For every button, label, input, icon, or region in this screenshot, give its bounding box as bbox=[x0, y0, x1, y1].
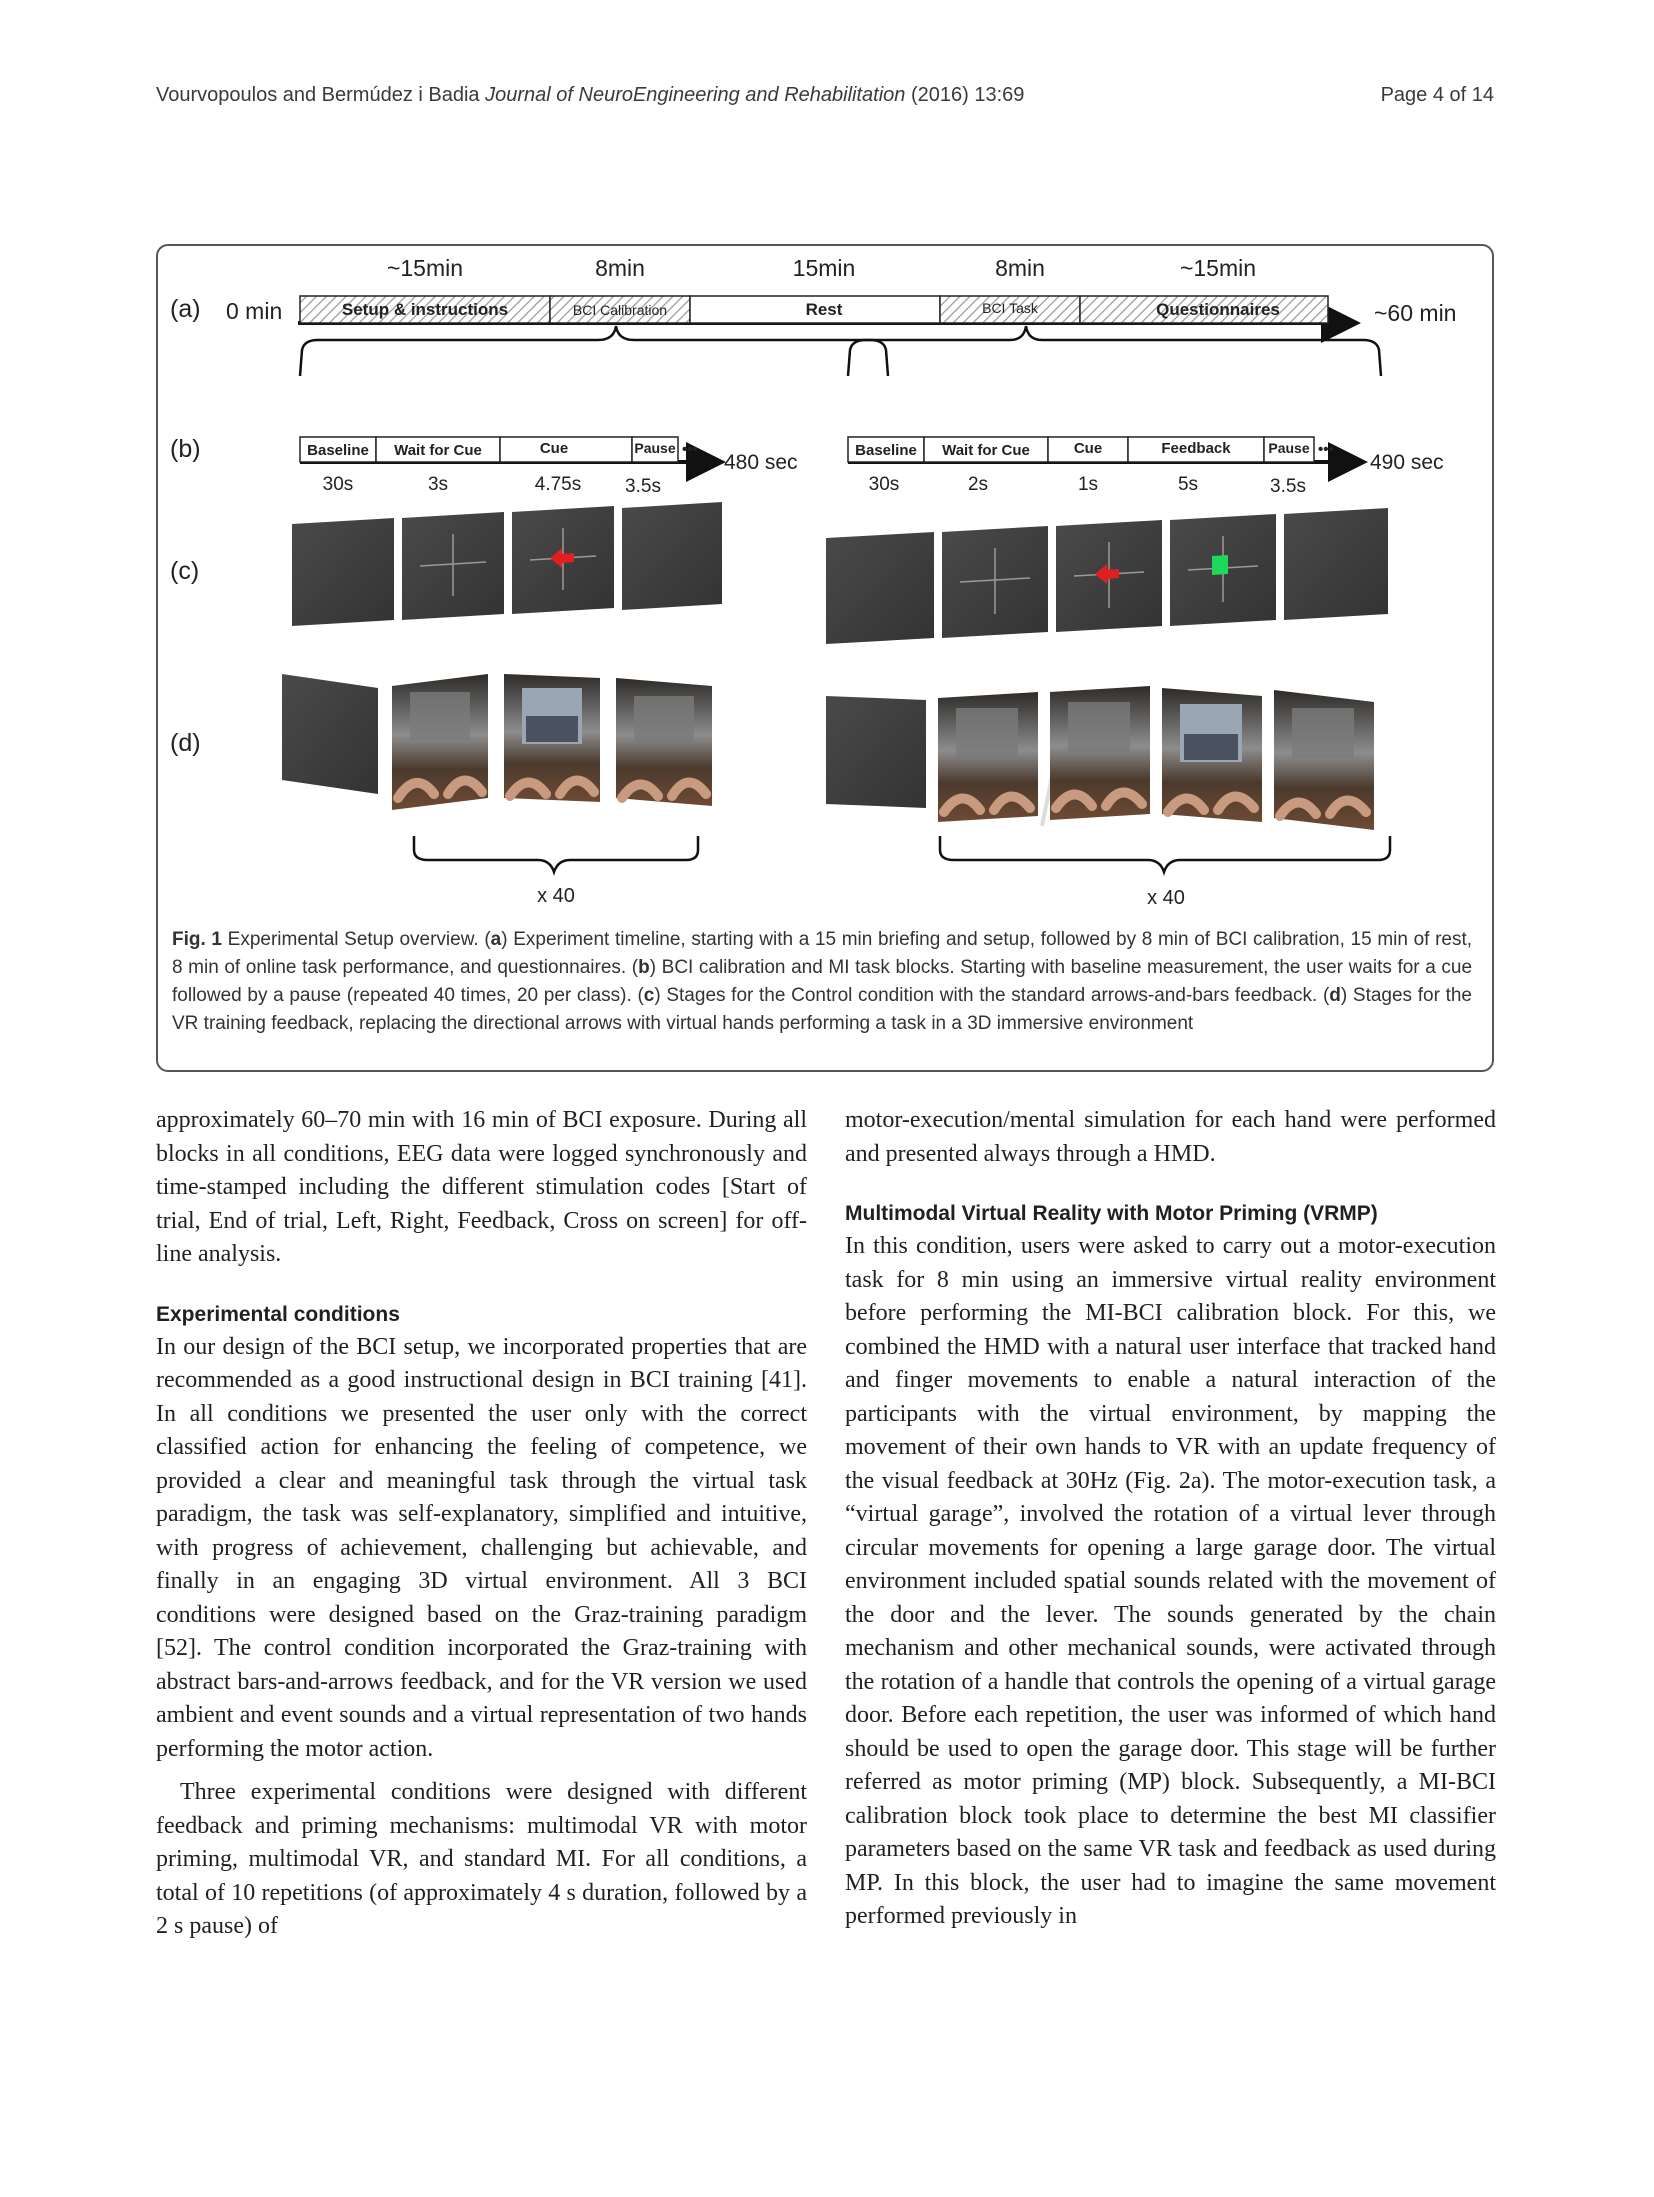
panel-label-a: (a) bbox=[170, 295, 201, 323]
city-view-buildings bbox=[526, 716, 578, 742]
timeline-start-label: 0 min bbox=[226, 298, 283, 324]
caption-letter-a: a bbox=[490, 929, 502, 950]
header-journal: Journal of NeuroEngineering and Rehabilitation bbox=[485, 84, 906, 106]
task-garage-door-icon bbox=[956, 708, 1018, 758]
cal-ellipsis: ••• bbox=[682, 441, 698, 458]
control-screen-baseline bbox=[292, 518, 394, 626]
task-stage-wait-duration: 2s bbox=[967, 474, 989, 495]
garage-door-icon bbox=[410, 692, 470, 740]
task-stage-wait-label: Wait for Cue bbox=[942, 442, 1030, 459]
calibration-block bbox=[300, 437, 798, 497]
task-garage-door-pause-icon bbox=[1292, 708, 1354, 758]
timeline-stage-task-label: BCI Task bbox=[982, 300, 1038, 316]
right-column bbox=[845, 1104, 1496, 1934]
timeline-stage-rest-label: Rest bbox=[805, 300, 843, 319]
left-paragraph-2: In our design of the BCI setup, we incorporated properties that are recommended as a good instructional design in BCI training [41]. In all conditions we presented the user only with the correct classified action for enhancing the feeling of competence, we provided a clear and meaningful task through the virtual task paradigm, the task was self-explanatory, simplified and intuitive, with progress of achievement, challenging but achievable, and finally in an engaging 3D virtual environment. All 3 BCI conditions were designed based on the Graz-training paradigm [52]. The control condition incorporated the Graz-training with abstract bars-and-arrows feedback, and for the VR version we used ambient and event sounds and a virtual representation of two hands performing the motor action. bbox=[156, 1333, 807, 1762]
caption-part-b: BCI calibration and MI task blocks. Starting with baseline measurement, the user waits for a cue followed by a pause (repeated 40 times, 20 per class). bbox=[172, 957, 1473, 1006]
caption-title: Experimental Setup overview. bbox=[227, 929, 479, 950]
caption-letter-c: c bbox=[643, 985, 655, 1006]
caption-letter-d: d bbox=[1329, 985, 1341, 1006]
task-stage-feedback-label: Feedback bbox=[1161, 440, 1231, 457]
control-screen-pause bbox=[622, 502, 722, 610]
task-stage-feedback-duration: 5s bbox=[1177, 474, 1199, 495]
cal-end-label: 480 sec bbox=[724, 451, 798, 474]
cal-stage-baseline-label: Baseline bbox=[307, 442, 369, 459]
timeline-stage-task-duration: 8min bbox=[995, 255, 1045, 281]
task-stage-pause-duration: 3.5s bbox=[1270, 476, 1306, 497]
timeline-stage-calibration-duration: 8min bbox=[595, 255, 645, 281]
header-authors: Vourvopoulos and Bermúdez i Badia bbox=[156, 84, 480, 106]
timeline-stage-calibration-label: BCI Calibration bbox=[572, 302, 668, 318]
task-block bbox=[848, 437, 1444, 497]
repeat-label-calibration: x 40 bbox=[537, 885, 575, 907]
repeat-label-task: x 40 bbox=[1147, 887, 1185, 909]
caption-label: Fig. 1 bbox=[172, 929, 222, 950]
garage-door-pause-icon bbox=[634, 696, 694, 744]
control-screens bbox=[292, 502, 1388, 644]
left-paragraph-1: approximately 60–70 min with 16 min of BCI exposure. During all blocks in all conditions, EEG data were logged synchronously and time-stamped including the different stimulation codes [Start of trial, End of trial, Left, Right, Feedback, Cross on screen] for off-line analysis. bbox=[156, 1107, 807, 1267]
control-task-screen-pause bbox=[1284, 508, 1388, 620]
brace-calibration bbox=[300, 326, 888, 376]
panel-label-b: (b) bbox=[170, 435, 201, 463]
green-bar-icon bbox=[1212, 555, 1228, 575]
right-paragraph-1: motor-execution/mental simulation for each hand were performed and presented always through a HMD. bbox=[845, 1107, 1496, 1167]
task-stage-baseline-duration: 30s bbox=[868, 474, 900, 495]
section-heading-experimental-conditions: Experimental conditions bbox=[156, 1302, 400, 1326]
timeline-stage-questionnaires-label: Questionnaires bbox=[1156, 300, 1280, 319]
section-heading-vrmp: Multimodal Virtual Reality with Motor Priming (VRMP) bbox=[845, 1202, 1378, 1225]
figure-caption: Fig. 1 Experimental Setup overview. (a) Experiment timeline, starting with a 15 min briefing and setup, followed by 8 min of BCI calibration, 15 min of rest, 8 min of online task performance, and questionnaires. (b) BCI calibration and MI task blocks. Starting with baseline measurement, the user waits for a cue followed by a pause (repeated 40 times, 20 per class). (c) Stages for the Control condition with the standard arrows-and-bars feedback. (d) Stages for the VR training feedback, replacing the directional arrows with virtual hands performing a task in a 3D immersive environment bbox=[172, 929, 1473, 1034]
cal-stage-cue-duration: 4.75s bbox=[534, 474, 582, 495]
header-year-volume: (2016) 13:69 bbox=[910, 84, 1025, 106]
task-garage-door-cue-icon bbox=[1068, 702, 1130, 752]
task-city-view-buildings bbox=[1184, 734, 1238, 760]
caption-part-d: Stages for the VR training feedback, replacing the directional arrows with virtual hands performing a task in a 3D immersive environment bbox=[172, 985, 1472, 1034]
left-paragraph-3: Three experimental conditions were designed with different feedback and priming mechanisms: multimodal VR with motor priming, multimodal VR, and standard MI. For all conditions, a total of 10 repetitions (of approximately 4 s duration, followed by a 2 s pause) of bbox=[156, 1779, 807, 1939]
page-number: Page 4 of 14 bbox=[1380, 84, 1494, 106]
vr-task-screen-baseline bbox=[826, 696, 926, 808]
running-header bbox=[156, 84, 1494, 124]
timeline-stage-rest-duration: 15min bbox=[792, 255, 856, 281]
panel-label-d: (d) bbox=[170, 729, 201, 757]
cal-stage-pause-label: Pause bbox=[634, 440, 676, 456]
cal-stage-cue-label: Cue bbox=[539, 440, 569, 457]
cal-stage-wait-label: Wait for Cue bbox=[394, 442, 482, 459]
timeline-a bbox=[226, 255, 1456, 326]
timeline-end-label: ~60 min bbox=[1374, 300, 1457, 326]
task-stage-cue-label: Cue bbox=[1073, 440, 1103, 457]
panel-label-c: (c) bbox=[170, 557, 200, 585]
caption-part-a: Experiment timeline, starting with a 15 min briefing and setup, followed by 8 min of BCI calibration, 15 min of rest, 8 min of online task performance, and questionnaires. bbox=[172, 929, 1473, 978]
timeline-stage-questionnaires-duration: ~15min bbox=[1179, 255, 1257, 281]
brace-task bbox=[848, 326, 1381, 376]
left-column bbox=[156, 1104, 807, 1944]
header-citation bbox=[156, 84, 1024, 107]
control-task-screen-baseline bbox=[826, 532, 934, 644]
cal-stage-baseline-duration: 30s bbox=[322, 474, 354, 495]
figure-1-diagram bbox=[158, 246, 1492, 936]
vr-screens bbox=[282, 674, 1374, 830]
cal-stage-pause-duration: 3.5s bbox=[625, 476, 661, 497]
repeat-brace-calibration bbox=[414, 836, 698, 872]
timeline-stage-setup-duration: ~15min bbox=[386, 255, 464, 281]
vr-screen-baseline bbox=[282, 674, 378, 794]
task-stage-cue-duration: 1s bbox=[1077, 474, 1099, 495]
task-stage-baseline-label: Baseline bbox=[855, 442, 917, 459]
timeline-stage-setup-label: Setup & instructions bbox=[341, 300, 509, 319]
repeat-brace-task bbox=[940, 836, 1390, 872]
figure-1 bbox=[156, 244, 1494, 1072]
task-ellipsis: ••• bbox=[1318, 441, 1334, 458]
cal-stage-wait-duration: 3s bbox=[427, 474, 449, 495]
caption-letter-b: b bbox=[638, 957, 650, 978]
right-paragraph-2: In this condition, users were asked to carry out a motor-execution task for 8 min using an immersive virtual reality environment before performing the MI-BCI calibration block. For this, we combined the HMD with a natural user interface that tracked hand and finger movements to enable a natural interaction of the participants with the virtual environment, by mapping the movement of their own hands to VR with an update frequency of the visual feedback at 30Hz (Fig. 2a). The motor-execution task, a “virtual garage”, involved the rotation of a virtual lever through circular movements for opening a large garage door. The virtual environment included spatial sounds related with the movement of the door and the lever. The sounds generated by the chain mechanism and other mechanical sounds, were activated through the rotation of a handle that controls the opening of a virtual garage door. Before each repetition, the user was informed of which hand should be used to open the garage door. This stage will be further referred as motor priming (MP) block. Subsequently, a MI-BCI calibration block took place to determine the best MI classifier parameters based on the same VR task and feedback as used during MP. In this block, the user had to imagine the same movement performed previously in bbox=[845, 1233, 1496, 1929]
task-end-label: 490 sec bbox=[1370, 451, 1444, 474]
task-stage-pause-label: Pause bbox=[1268, 440, 1310, 456]
caption-part-c: Stages for the Control condition with the standard arrows-and-bars feedback. bbox=[666, 985, 1318, 1006]
